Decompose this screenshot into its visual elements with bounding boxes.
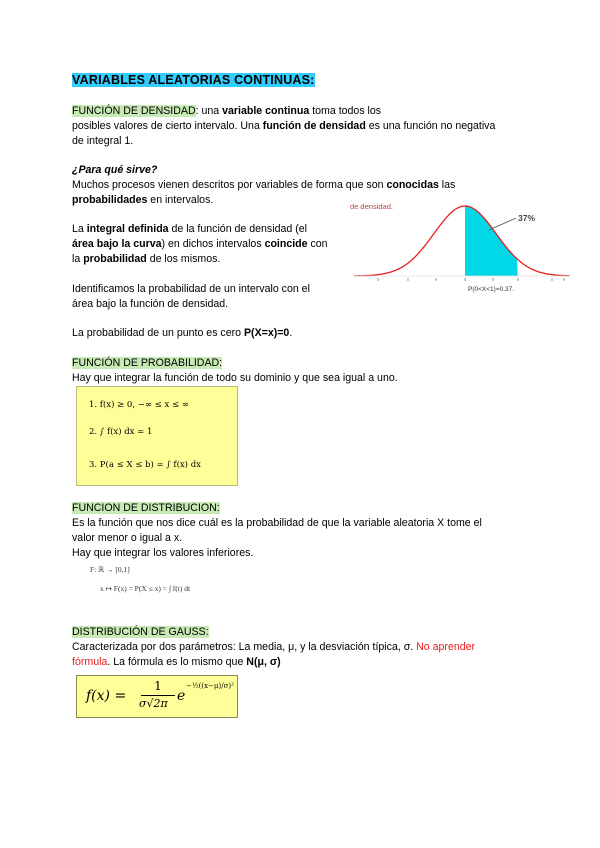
distribution-formula-2: x ↦ F(x) = P(X ≤ x) = ∫ f(t) dt [100,584,191,593]
formula-3: 3. P(a ≤ X ≤ b) = ∫ f(x) dx [89,460,201,470]
x-axis-ticks [378,278,564,281]
percent-pointer [489,218,516,230]
distribution-formula-1: F: ℝ → [0,1] [90,565,130,574]
distribucion-heading-line [72,501,220,516]
probabilidad-text: Hay que integrar la función de todo su dominio y que sea igual a uno. [72,372,398,384]
gauss-formula-numerator: 1 [154,679,162,693]
identify-line-1: Identificamos la probabilidad de un intervalo con el [72,283,310,295]
para-question: ¿Para qué sirve? [72,164,158,176]
gauss-fraction-bar [141,695,175,696]
shaded-area [465,206,518,276]
distribucion-heading: FUNCION DE DISTRIBUCION: [72,502,220,514]
integral-line-3: la probabilidad de los mismos. [72,253,221,265]
gauss-formula-exp: e [177,688,186,704]
para-line-1: Muchos procesos vienen descritos por variables de forma que son conocidas las [72,179,456,191]
page-title: VARIABLES ALEATORIAS CONTINUAS: [72,73,315,87]
distribucion-line-2: valor menor o igual a x. [72,532,183,544]
gauss-formula-lhs: f(x) = [86,688,127,704]
gauss-line-2: fórmula. La fórmula es lo mismo que N(μ, σ) [72,656,281,668]
integral-line-2: área bajo la curva) en dichos intervalos coincide con [72,238,328,250]
probabilidad-heading-line [72,356,222,371]
densidad-heading: FUNCIÓN DE DENSIDAD [72,105,196,117]
probability-caption: P(0<X<1)=0.37. [468,286,515,293]
gauss-formula-denominator: σ√2π [139,697,168,710]
formula-2: 2. ∫ f(x) dx = 1 [89,427,153,437]
distribucion-line-1: Es la función que nos dice cuál es la probabilidad de que la variable aleatoria X tome el [72,517,482,529]
formula-1: 1. f(x) ≥ 0, −∞ ≤ x ≤ ∞ [89,400,189,410]
gauss-line-1: Caracterizada por dos parámetros: La media, μ, y la desviación típica, σ. No aprender [72,641,476,653]
probability-formula-box [76,386,238,486]
distribucion-line-3: Hay que integrar los valores inferiores. [72,547,254,559]
para-line-2: probabilidades en intervalos. [72,194,214,206]
gauss-formula-box [76,675,238,718]
gauss-heading-line [72,625,209,640]
probabilidad-heading: FUNCIÓN DE PROBABILIDAD: [72,357,223,369]
identify-line-2: área bajo la función de densidad. [72,298,229,310]
densidad-line-1: FUNCIÓN DE DENSIDAD: una variable continua toma todos los [72,105,382,117]
integral-line-1: La integral definida de la función de densidad (el [72,223,307,235]
density-figure [346,196,578,296]
density-figure-label: de densidad. [350,202,393,211]
densidad-line-3: de integral 1. [72,135,134,147]
normal-curve [354,206,570,276]
densidad-line-2: posibles valores de cierto intervalo. Una función de densidad es una función no negativa [72,120,496,132]
gauss-heading: DISTRIBUCIÓN DE GAUSS: [72,626,209,638]
punto-line: La probabilidad de un punto es cero P(X=x)=0. [72,327,293,339]
percent-label: 37% [518,213,536,223]
gauss-formula-power: −½((x−μ)/σ)² [186,682,234,690]
